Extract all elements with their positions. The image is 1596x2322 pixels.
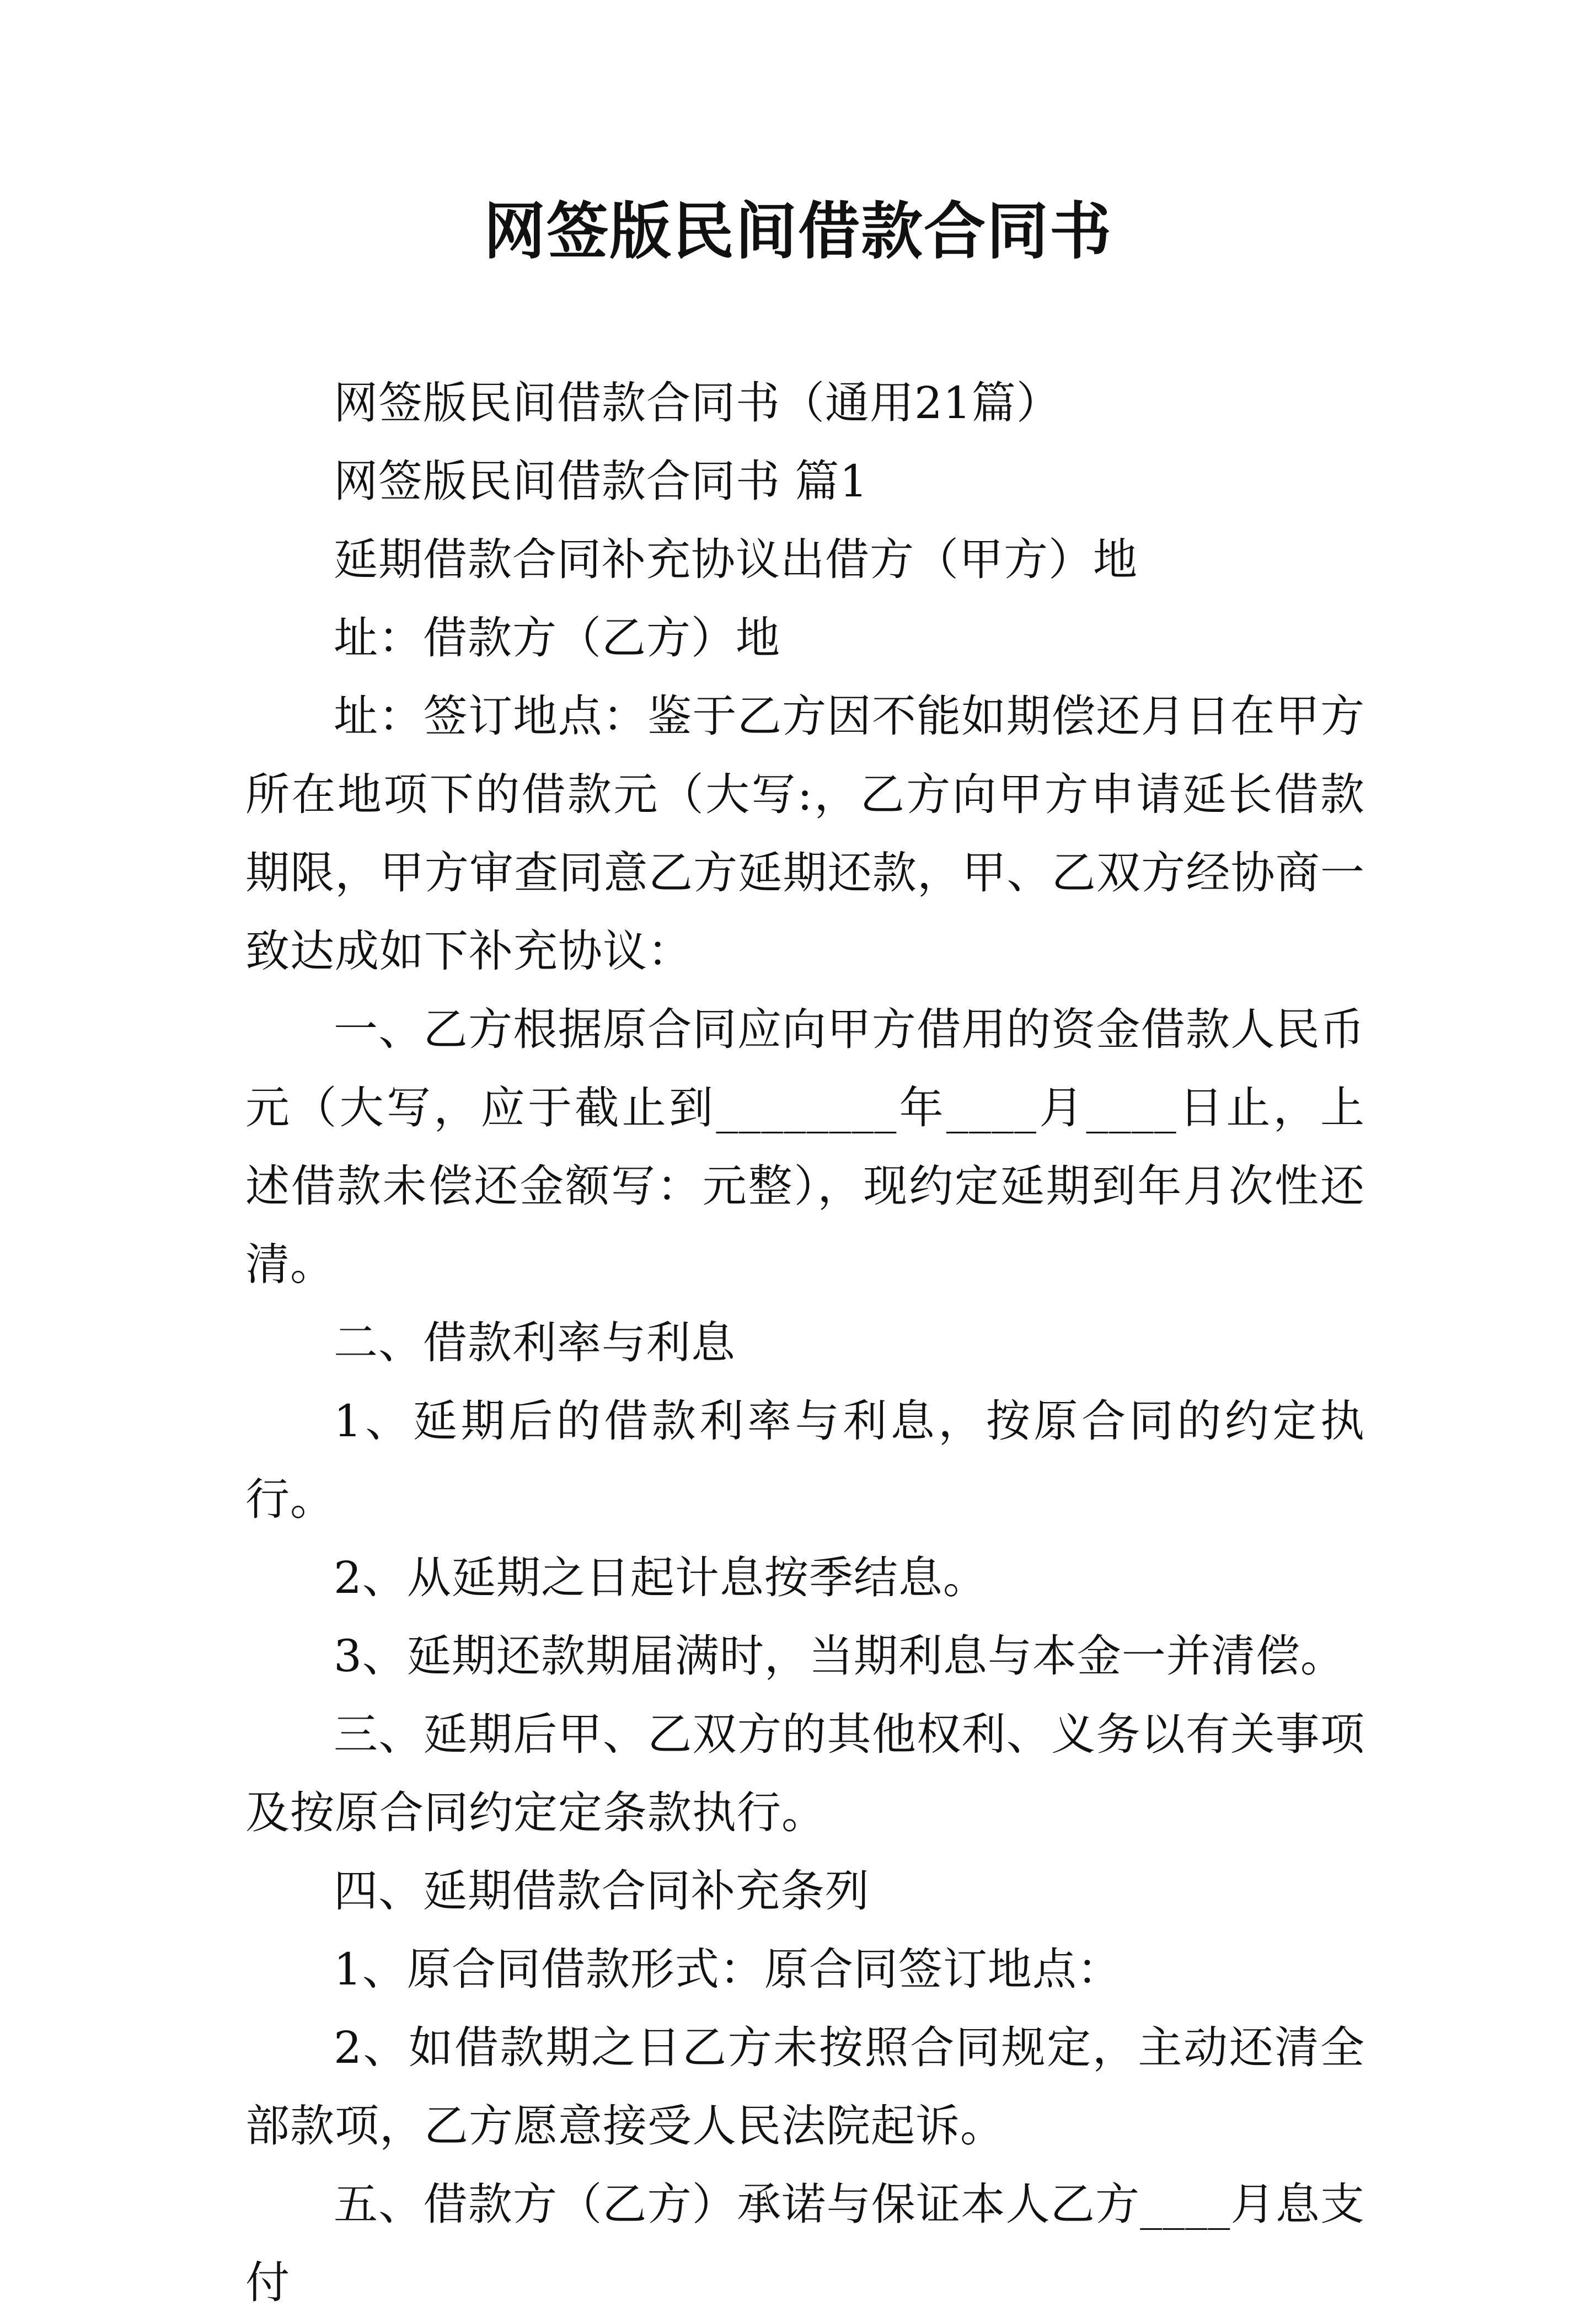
paragraph: 址：借款方（乙方）地 (334, 612, 780, 664)
paragraph: 网签版民间借款合同书 篇1 (334, 456, 869, 507)
paragraph: 延期借款合同补充协议出借方（甲方）地 (334, 534, 1138, 585)
document-body (245, 364, 1365, 2322)
paragraph: 1、原合同借款形式：原合同签订地点： (334, 1944, 1122, 1995)
paragraph: 一、乙方根据原合同应向甲方借用的资金借款人民币元（大写，应于截止到________年____月____日止，上述借款未偿还金额写：元整），现约定延期到年月次性还清。 (245, 1004, 1365, 1290)
paragraph: 2、如借款期之日乙方未按照合同规定，主动还清全部款项，乙方愿意接受人民法院起诉。 (245, 2022, 1365, 2152)
paragraph: 3、延期还款期届满时，当期利息与本金一并清偿。 (334, 1630, 1345, 1682)
paragraph: 址：签订地点：鉴于乙方因不能如期偿还月日在甲方所在地项下的借款元（大写:，乙方向甲方申请延长借款期限，甲方审查同意乙方延期还款，甲、乙双方经协商一致达成如下补充协议： (245, 691, 1365, 977)
paragraph: 五、借款方（乙方）承诺与保证本人乙方____月息支付 (245, 2179, 1365, 2308)
paragraph: 1、延期后的借款利率与利息，按原合同的约定执行。 (245, 1395, 1365, 1525)
document-title: 网签版民间借款合同书 (484, 195, 1112, 267)
paragraph: 三、延期后甲、乙双方的其他权利、义务以有关事项及按原合同约定定条款执行。 (245, 1709, 1365, 1838)
paragraph: 网签版民间借款合同书（通用21篇） (334, 377, 1061, 429)
paragraph: 2、从延期之日起计息按季结息。 (334, 1552, 988, 1603)
paragraph: 四、延期借款合同补充条列 (334, 1865, 870, 1917)
paragraph: 二、借款利率与利息 (334, 1317, 736, 1368)
